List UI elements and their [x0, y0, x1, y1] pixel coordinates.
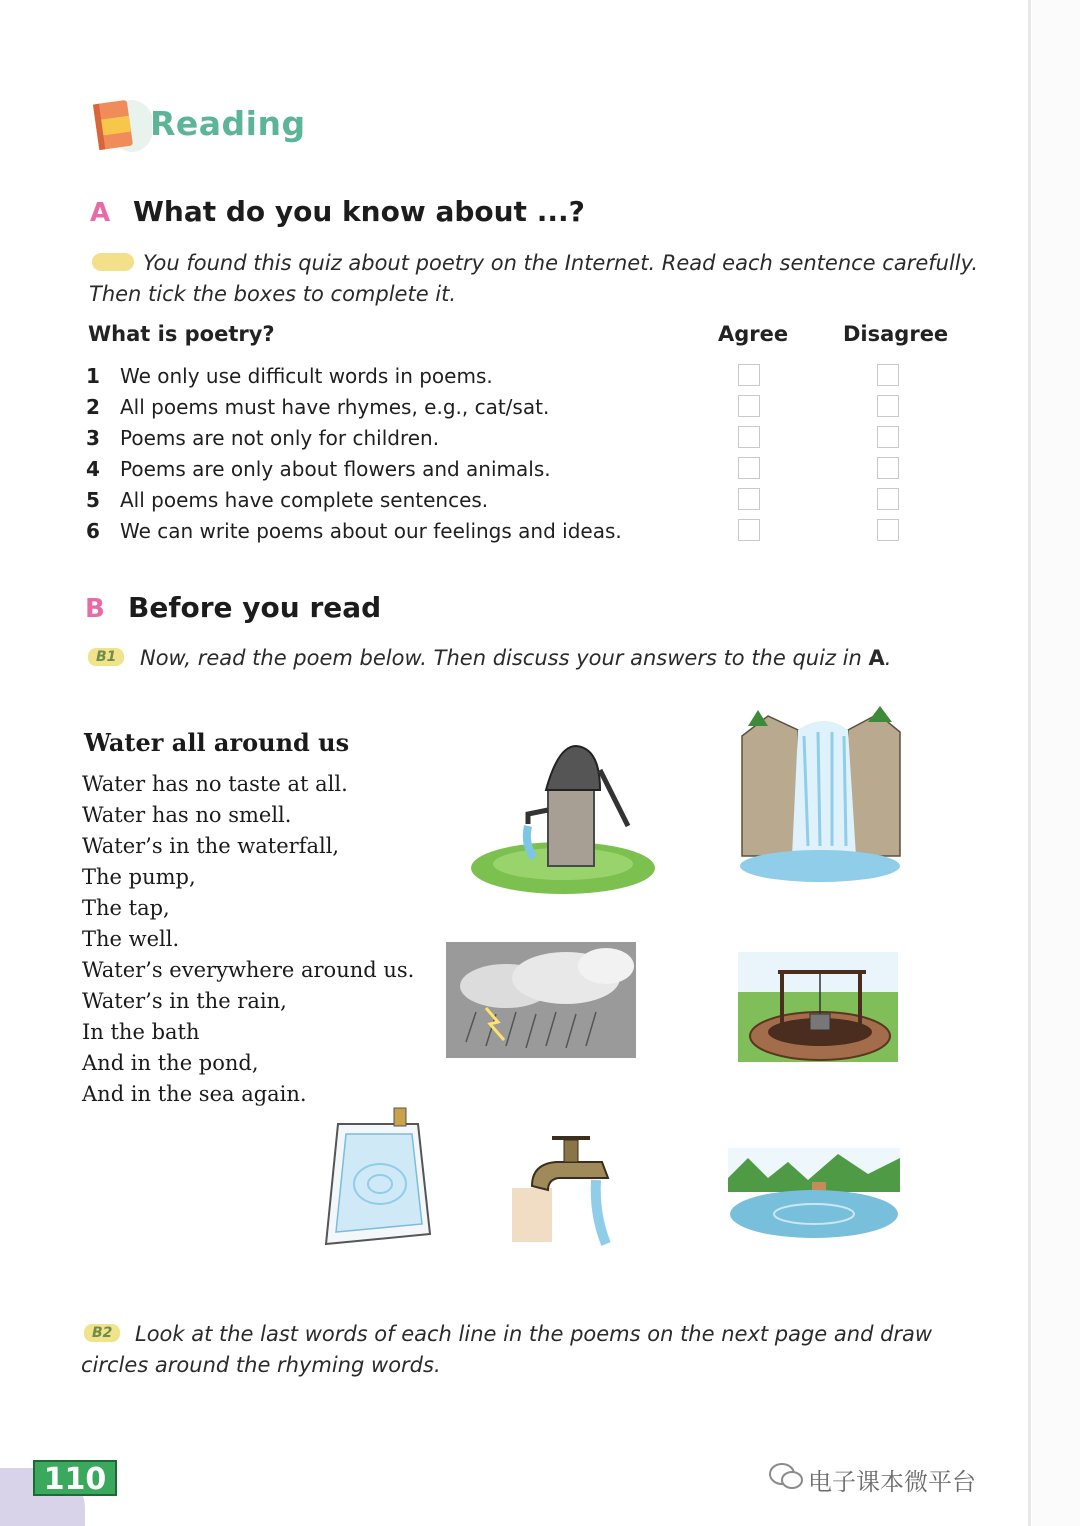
agree-column-header: Agree: [718, 322, 789, 346]
wechat-icon: [768, 1460, 804, 1492]
page-number: 110: [33, 1460, 117, 1496]
agree-checkbox[interactable]: [738, 488, 760, 510]
quiz-item-text: Poems are not only for children.: [120, 426, 440, 450]
quiz-item: [0, 488, 1000, 519]
poem-line: Water’s everywhere around us.: [82, 958, 415, 982]
disagree-column-header: Disagree: [843, 322, 949, 346]
quiz-item: [0, 426, 1000, 457]
poem-line: In the bath: [82, 1020, 200, 1044]
b2-instruction-2: circles around the rhyming words.: [81, 1353, 441, 1377]
agree-checkbox[interactable]: [738, 395, 760, 417]
agree-checkbox[interactable]: [738, 519, 760, 541]
section-a-instruction-1: You found this quiz about poetry on the Internet. Read each sentence carefully.: [143, 251, 979, 275]
poem-line: Water has no smell.: [82, 803, 292, 827]
quiz-item-number: 4: [86, 457, 100, 481]
b1-bold: A: [868, 646, 885, 670]
page-margin: [1032, 0, 1080, 1526]
section-a-letter: A: [90, 198, 111, 228]
section-header-title: Reading: [150, 104, 306, 143]
quiz-item-number: 2: [86, 395, 100, 419]
quiz-item-number: 6: [86, 519, 100, 543]
quiz-item: [0, 364, 1000, 395]
poem-line: The tap,: [82, 896, 170, 920]
poem-line: And in the pond,: [82, 1051, 259, 1075]
poem-line: And in the sea again.: [82, 1082, 307, 1106]
section-a-title: What do you know about ...?: [133, 195, 585, 228]
b1-text: Now, read the poem below. Then discuss your answers to the quiz in: [140, 646, 869, 670]
poem-line: Water has no taste at all.: [82, 772, 348, 796]
poem-line: Water’s in the waterfall,: [82, 834, 340, 858]
poem-line: The pump,: [82, 865, 196, 889]
waterfall-illustration: [738, 706, 903, 886]
quiz-item: [0, 457, 1000, 488]
page-spine: [1028, 0, 1031, 1526]
instruction-marker: [92, 253, 134, 271]
agree-checkbox[interactable]: [738, 426, 760, 448]
quiz-item-text: We can write poems about our feelings and ideas.: [120, 519, 622, 543]
pump-illustration: [468, 740, 658, 900]
agree-checkbox[interactable]: [738, 364, 760, 386]
b1-row: [88, 646, 124, 665]
disagree-checkbox[interactable]: [877, 488, 899, 510]
quiz-item-number: 5: [86, 488, 100, 512]
tap-illustration: [512, 1134, 622, 1252]
b1-tag: B1: [88, 648, 124, 666]
quiz-heading: What is poetry?: [88, 322, 275, 346]
quiz-item-text: We only use difficult words in poems.: [120, 364, 493, 388]
disagree-checkbox[interactable]: [877, 426, 899, 448]
disagree-checkbox[interactable]: [877, 364, 899, 386]
b2-instruction-1: Look at the last words of each line in the poems on the next page and draw: [135, 1322, 933, 1346]
section-a-instruction-2: Then tick the boxes to complete it.: [89, 282, 457, 306]
bathtub-illustration: [318, 1104, 436, 1256]
rain-cloud-illustration: [446, 942, 636, 1058]
b1-instruction: [140, 646, 891, 670]
well-illustration: [738, 952, 898, 1062]
quiz-item: [0, 519, 1000, 550]
disagree-checkbox[interactable]: [877, 457, 899, 479]
poem-line: The well.: [82, 927, 180, 951]
disagree-checkbox[interactable]: [877, 395, 899, 417]
b1-end: .: [884, 646, 892, 670]
agree-checkbox[interactable]: [738, 457, 760, 479]
section-b-letter: B: [85, 594, 105, 624]
poem-title: Water all around us: [84, 728, 350, 757]
poem-line: Water’s in the rain,: [82, 989, 287, 1013]
disagree-checkbox[interactable]: [877, 519, 899, 541]
section-b-title: Before you read: [128, 591, 382, 624]
quiz-item-number: 1: [86, 364, 100, 388]
quiz-item-text: All poems must have rhymes, e.g., cat/sat.: [120, 395, 550, 419]
book-icon: [90, 94, 152, 156]
b2-tag: B2: [84, 1324, 120, 1342]
watermark-text: 电子课本微平台: [808, 1468, 976, 1496]
quiz-item-text: Poems are only about flowers and animals.: [120, 457, 551, 481]
b2-row: [84, 1322, 120, 1341]
pond-illustration: [728, 1148, 900, 1240]
quiz-item-text: All poems have complete sentences.: [120, 488, 489, 512]
quiz-item-number: 3: [86, 426, 100, 450]
quiz-item: [0, 395, 1000, 426]
